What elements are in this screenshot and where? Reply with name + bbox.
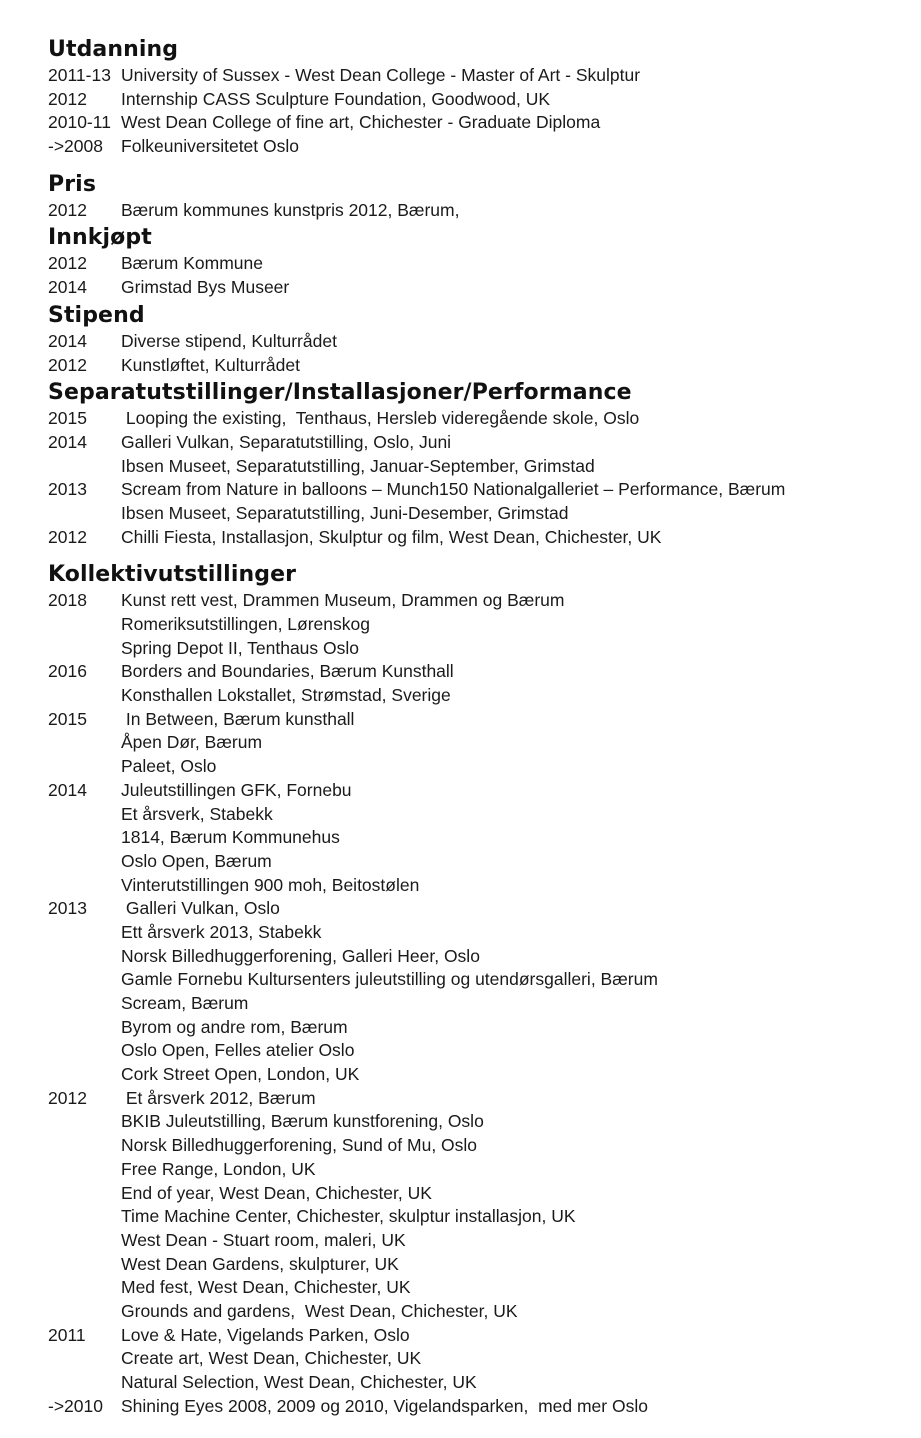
entry-description: Free Range, London, UK	[121, 1158, 316, 1179]
cv-entry	[48, 1300, 908, 1324]
section-heading: Utdanning	[48, 37, 179, 62]
cv-entry	[48, 1087, 908, 1111]
section-heading: Pris	[48, 171, 97, 197]
cv-entry	[48, 660, 908, 684]
entry-year: 2015	[48, 708, 87, 729]
entry-year: ->2010	[48, 1395, 103, 1416]
entry-description: Scream from Nature in balloons – Munch150 Nationalgalleriet – Performance, Bærum	[121, 479, 786, 500]
entry-description: Galleri Vulkan, Oslo	[121, 898, 280, 919]
cv-entry	[48, 1253, 908, 1277]
cv-entry	[48, 1229, 908, 1253]
entry-description: Natural Selection, West Dean, Chichester, UK	[121, 1372, 477, 1392]
entry-description: Looping the existing, Tenthaus, Hersleb videregående skole, Oslo	[121, 408, 640, 429]
section-kollektivutstillinger	[48, 561, 908, 1418]
cv-entry	[48, 803, 908, 827]
entry-year	[48, 850, 121, 874]
cv-entry	[48, 64, 908, 88]
entry-year: 2014	[48, 779, 87, 800]
entry-year: 2013	[48, 479, 87, 500]
entry-year	[48, 803, 121, 827]
cv-entry	[48, 708, 908, 732]
section-heading: Separatutstillinger/Installasjoner/Performance	[48, 380, 632, 406]
cv-entry	[48, 1371, 908, 1395]
entry-year: 2011	[48, 1324, 86, 1345]
entry-description: University of Sussex - West Dean College - Master of Art - Skulptur	[121, 65, 641, 85]
entry-year: ->2008	[48, 136, 103, 157]
entry-year: 2011-13	[48, 65, 111, 85]
entry-year	[48, 826, 121, 850]
entry-description: Bærum Kommune	[121, 253, 263, 274]
cv-entry	[48, 992, 908, 1016]
entry-year: 2012	[48, 1087, 87, 1108]
entry-year	[48, 613, 121, 637]
cv-entry	[48, 589, 908, 613]
entry-year	[48, 755, 121, 779]
cv-entry	[48, 921, 908, 945]
entry-description: Gamle Fornebu Kultursenters juleutstilling og utendørsgalleri, Bærum	[121, 969, 658, 990]
entry-year	[48, 455, 121, 479]
entry-year	[48, 1205, 121, 1229]
entry-description: Paleet, Oslo	[121, 756, 217, 777]
entry-description: Ibsen Museet, Separatutstilling, Januar-September, Grimstad	[121, 455, 595, 476]
entry-description: West Dean Gardens, skulpturer, UK	[121, 1253, 399, 1274]
entry-year	[48, 1134, 121, 1158]
entry-description: Grimstad Bys Museer	[121, 277, 290, 298]
cv-entry	[48, 1395, 908, 1419]
entry-year	[48, 1276, 121, 1300]
entry-description: Chilli Fiesta, Installasjon, Skulptur og film, West Dean, Chichester, UK	[121, 526, 662, 547]
section-separatutstillinger	[48, 379, 908, 549]
entry-year	[48, 1158, 121, 1182]
cv-entry	[48, 431, 908, 455]
entry-year	[48, 1039, 121, 1063]
cv-entry	[48, 1158, 908, 1182]
entry-year	[48, 945, 121, 969]
entry-year: 2016	[48, 661, 87, 682]
entry-year	[48, 874, 121, 898]
section-innkjopt	[48, 224, 908, 299]
entry-description: Galleri Vulkan, Separatutstilling, Oslo, Juni	[121, 431, 452, 452]
entry-description: Folkeuniversitetet Oslo	[121, 136, 299, 157]
entry-year	[48, 1347, 121, 1371]
entry-description: West Dean College of fine art, Chichester - Graduate Diploma	[121, 112, 601, 133]
entry-year	[48, 1110, 121, 1134]
entry-description: Time Machine Center, Chichester, skulptur installasjon, UK	[121, 1206, 576, 1227]
entry-year	[48, 1063, 121, 1087]
entry-description: Bærum kommunes kunstpris 2012, Bærum,	[121, 199, 460, 220]
cv-entry	[48, 968, 908, 992]
entry-description: Kunst rett vest, Drammen Museum, Drammen og Bærum	[121, 590, 565, 611]
entry-year	[48, 684, 121, 708]
section-stipend	[48, 302, 908, 377]
cv-entry	[48, 354, 908, 378]
cv-entry	[48, 1039, 908, 1063]
entry-description: Kunstløftet, Kulturrådet	[121, 354, 300, 375]
entry-description: Romeriksutstillingen, Lørenskog	[121, 614, 370, 634]
cv-entry	[48, 897, 908, 921]
cv-entry	[48, 1063, 908, 1087]
entry-year	[48, 992, 121, 1016]
cv-document	[48, 36, 908, 1418]
cv-entry	[48, 731, 908, 755]
entry-description: Et årsverk 2012, Bærum	[121, 1087, 316, 1108]
entry-description: Scream, Bærum	[121, 993, 249, 1013]
cv-entry	[48, 1347, 908, 1371]
entry-year	[48, 637, 121, 661]
entry-year: 2014	[48, 431, 87, 452]
entry-description: Konsthallen Lokstallet, Strømstad, Sverige	[121, 685, 451, 706]
section-pris	[48, 171, 908, 223]
cv-entry	[48, 330, 908, 354]
entry-description: Med fest, West Dean, Chichester, UK	[121, 1277, 411, 1298]
entry-description: Et årsverk, Stabekk	[121, 803, 273, 824]
entry-year: 2012	[48, 199, 87, 220]
entry-year: 2014	[48, 330, 87, 351]
cv-entry	[48, 1205, 908, 1229]
entry-year	[48, 1229, 121, 1253]
cv-entry	[48, 478, 908, 502]
cv-entry	[48, 252, 908, 276]
section-heading: Stipend	[48, 302, 145, 328]
entry-year	[48, 1182, 121, 1206]
cv-entry	[48, 613, 908, 637]
cv-entry	[48, 826, 908, 850]
entry-year	[48, 731, 121, 755]
cv-entry	[48, 135, 908, 159]
cv-entry	[48, 1324, 908, 1348]
entry-description: Cork Street Open, London, UK	[121, 1064, 360, 1085]
entry-description: Grounds and gardens, West Dean, Chichester, UK	[121, 1300, 518, 1321]
cv-entry	[48, 874, 908, 898]
entry-description: Ibsen Museet, Separatutstilling, Juni-Desember, Grimstad	[121, 502, 569, 523]
cv-entry	[48, 111, 908, 135]
entry-year	[48, 1016, 121, 1040]
entry-description: End of year, West Dean, Chichester, UK	[121, 1182, 432, 1203]
cv-entry	[48, 684, 908, 708]
entry-year	[48, 1300, 121, 1324]
entry-description: Internship CASS Sculpture Foundation, Goodwood, UK	[121, 88, 550, 109]
entry-description: Åpen Dør, Bærum	[121, 732, 263, 753]
cv-entry	[48, 945, 908, 969]
entry-description: Norsk Billedhuggerforening, Sund of Mu, Oslo	[121, 1135, 478, 1156]
section-heading: Innkjøpt	[48, 225, 152, 251]
entry-description: BKIB Juleutstilling, Bærum kunstforening, Oslo	[121, 1111, 484, 1132]
entry-description: 1814, Bærum Kommunehus	[121, 827, 340, 848]
entry-description: Spring Depot II, Tenthaus Oslo	[121, 637, 360, 658]
entry-description: West Dean - Stuart room, maleri, UK	[121, 1229, 406, 1250]
entry-description: Vinterutstillingen 900 moh, Beitostølen	[121, 874, 420, 895]
entry-description: Ett årsverk 2013, Stabekk	[121, 921, 322, 942]
entry-description: Norsk Billedhuggerforening, Galleri Heer, Oslo	[121, 945, 480, 966]
cv-entry	[48, 502, 908, 526]
cv-entry	[48, 637, 908, 661]
entry-year: 2012	[48, 526, 87, 547]
cv-entry	[48, 1016, 908, 1040]
entry-description: Juleutstillingen GFK, Fornebu	[121, 779, 352, 800]
entry-year	[48, 921, 121, 945]
cv-entry	[48, 1182, 908, 1206]
entry-year	[48, 502, 121, 526]
cv-entry	[48, 1110, 908, 1134]
entry-description: Borders and Boundaries, Bærum Kunsthall	[121, 661, 454, 682]
cv-entry	[48, 1276, 908, 1300]
section-utdanning	[48, 36, 908, 159]
entry-year: 2015	[48, 408, 87, 429]
cv-entry	[48, 755, 908, 779]
entry-description: Create art, West Dean, Chichester, UK	[121, 1348, 422, 1369]
entry-description: Diverse stipend, Kulturrådet	[121, 330, 337, 351]
entry-description: Byrom og andre rom, Bærum	[121, 1016, 348, 1037]
cv-entry	[48, 199, 908, 223]
entry-description: Oslo Open, Felles atelier Oslo	[121, 1040, 355, 1061]
entry-description: In Between, Bærum kunsthall	[121, 708, 355, 729]
entry-year: 2012	[48, 88, 87, 109]
cv-entry	[48, 850, 908, 874]
cv-entry	[48, 779, 908, 803]
cv-entry	[48, 455, 908, 479]
entry-year	[48, 1371, 121, 1395]
entry-year: 2013	[48, 898, 87, 919]
cv-entry	[48, 276, 908, 300]
cv-entry	[48, 526, 908, 550]
entry-year	[48, 968, 121, 992]
entry-year: 2012	[48, 354, 87, 375]
entry-year: 2012	[48, 253, 87, 274]
entry-year: 2018	[48, 590, 87, 611]
cv-entry	[48, 407, 908, 431]
entry-description: Shining Eyes 2008, 2009 og 2010, Vigelandsparken, med mer Oslo	[121, 1395, 648, 1416]
cv-entry	[48, 88, 908, 112]
section-heading: Kollektivutstillinger	[48, 562, 297, 588]
entry-description: Love & Hate, Vigelands Parken, Oslo	[121, 1324, 410, 1345]
entry-description: Oslo Open, Bærum	[121, 850, 272, 871]
entry-year: 2010-11	[48, 112, 111, 133]
entry-year	[48, 1253, 121, 1277]
entry-year: 2014	[48, 277, 87, 298]
cv-entry	[48, 1134, 908, 1158]
